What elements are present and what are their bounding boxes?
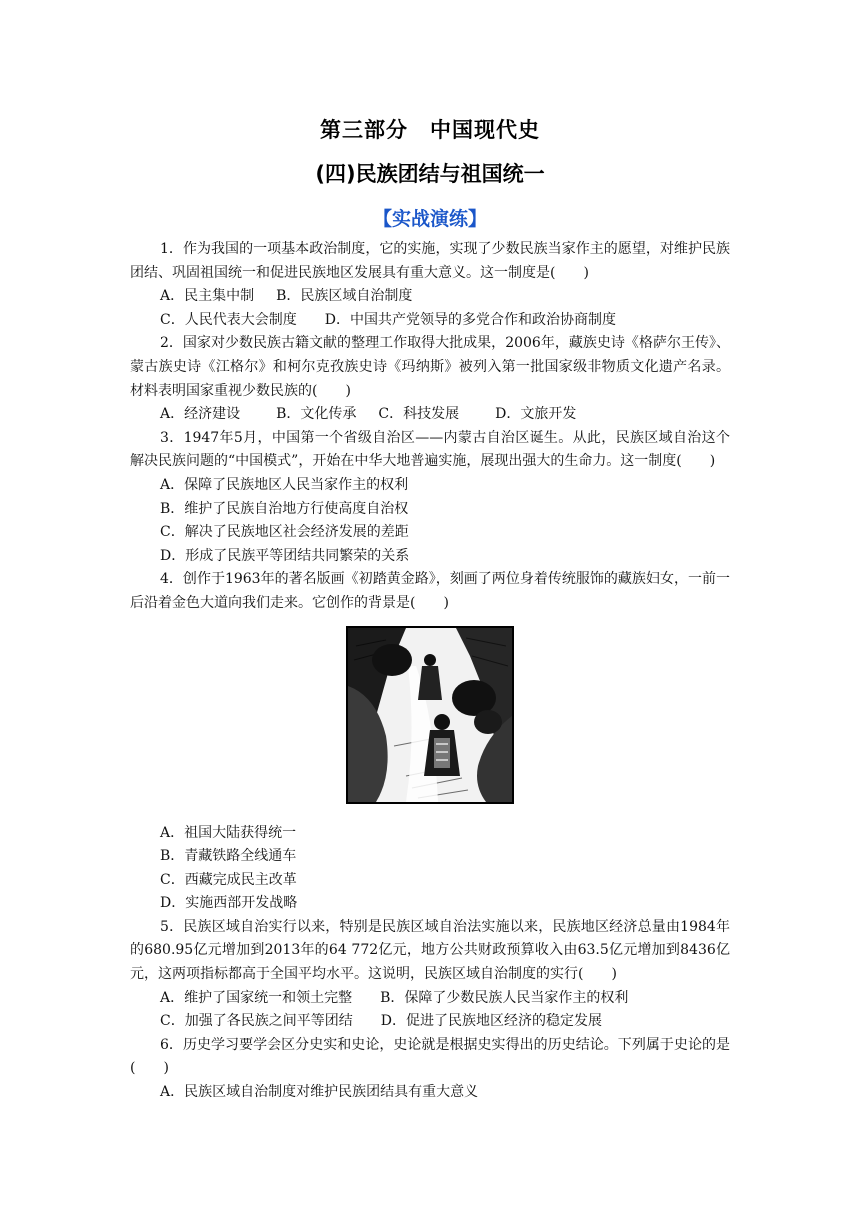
section-title: (四)民族团结与祖国统一 [315, 162, 545, 186]
question-1-option-b[interactable]: B．民族区域自治制度 [276, 288, 413, 305]
question-4-option-d[interactable]: D．实施西部开发战略 [160, 895, 298, 912]
question-3-option-d[interactable]: D．形成了民族平等团结共同繁荣的关系 [160, 547, 410, 564]
question-5-option-a[interactable]: A．维护了国家统一和领土完整 [160, 989, 353, 1006]
question-3-stem: 3．1947年5月，中国第一个省级自治区——内蒙古自治区诞生。从此，民族区域自治这个解决民族问题的“中国模式”，开始在中华大地普遍实施，展现出强大的生命力。这一制度( ) [130, 429, 730, 470]
question-1-stem: 1．作为我国的一项基本政治制度，它的实施，实现了少数民族当家作主的愿望，对维护民族团结、巩固祖国统一和促进民族地区发展具有重大意义。这一制度是( ) [130, 241, 730, 281]
question-6-stem: 6．历史学习要学会区分史实和史论，史论就是根据史实得出的历史结论。下列属于史论的是( ) [130, 1036, 730, 1077]
question-1-options-row-1 [130, 285, 730, 309]
question-5-options-row-1 [130, 987, 730, 1011]
question-1-option-c[interactable]: C．人民代表大会制度 [160, 311, 297, 328]
question-1-option-a[interactable]: A．民主集中制 [160, 288, 255, 305]
question-4-option-c[interactable]: C．西藏完成民主改革 [160, 871, 297, 888]
question-5-options-row-2 [130, 1010, 730, 1034]
question-4-stem: 4．创作于1963年的著名版画《初踏黄金路》，刻画了两位身着传统服饰的藏族妇女，一前一后沿着金色大道向我们走来。它创作的背景是( ) [130, 571, 730, 611]
question-3-option-c[interactable]: C．解决了民族地区社会经济发展的差距 [160, 524, 409, 541]
question-5-option-b[interactable]: B．保障了少数民族人民当家作主的权利 [380, 989, 629, 1006]
question-4-option-a[interactable]: A．祖国大陆获得统一 [160, 824, 297, 841]
question-5-stem: 5．民族区域自治实行以来，特别是民族区域自治法实施以来，民族地区经济总量由1984年的680.95亿元增加到2013年的64 772亿元，地方公共财政预算收入由63.5亿元增加到8436亿元，这两项指标都高于全国平均水平。这说明，民族区域自治制度的实行( ) [130, 918, 730, 983]
question-5-option-d[interactable]: D．促进了民族地区经济的稳定发展 [380, 1013, 602, 1030]
question-4-option-b[interactable]: B．青藏铁路全线通车 [160, 848, 297, 865]
question-3-option-a[interactable]: A．保障了民族地区人民当家作主的权利 [160, 476, 409, 493]
question-2-options-row [130, 403, 730, 427]
question-1-options-row-2 [130, 309, 730, 333]
question-2-option-c[interactable]: C．科技发展 [378, 406, 460, 423]
question-3-option-b[interactable]: B．维护了民族自治地方行使高度自治权 [160, 500, 409, 517]
question-list [130, 238, 730, 1105]
question-2-option-d[interactable]: D．文旅开发 [495, 406, 577, 423]
question-6-option-a[interactable]: A．民族区域自治制度对维护民族团结具有重大意义 [160, 1084, 479, 1101]
practice-heading: 【实战演练】 [372, 208, 487, 230]
woodcut-print-figure [130, 626, 730, 816]
woodcut-print-image [346, 626, 514, 804]
question-2-option-b[interactable]: B．文化传承 [276, 406, 357, 423]
question-2-stem: 2．国家对少数民族古籍文献的整理工作取得大批成果，2006年，藏族史诗《格萨尔王传》、蒙古族史诗《江格尔》和柯尔克孜族史诗《玛纳斯》被列入第一批国家级非物质文化遗产名录。材料表明国家重视少数民族的( ) [130, 335, 730, 399]
part-title: 第三部分 中国现代史 [320, 118, 540, 142]
question-5-option-c[interactable]: C．加强了各民族之间平等团结 [160, 1013, 353, 1030]
question-2-option-a[interactable]: A．经济建设 [160, 406, 241, 423]
question-1-option-d[interactable]: D．中国共产党领导的多党合作和政治协商制度 [324, 311, 616, 328]
